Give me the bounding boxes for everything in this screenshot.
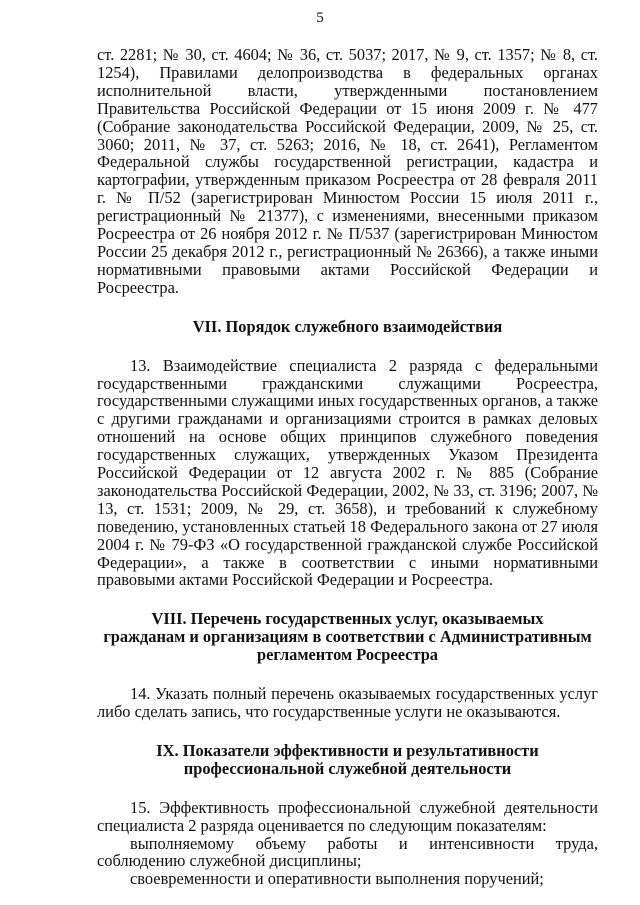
section-9-heading-line: профессиональной служебной деятельности [183,758,512,778]
intro-paragraph: ст. 2281; № 30, ст. 4604; № 36, ст. 5037; 2017, № 9, ст. 1357; № 8, ст. 1254), Правилами делопроизводства в федеральных органах исполнительной власти, утвержденными постановлением Правительства Российской Федерации от 15 июня 2009 г. № 477 (Собрание законодательства Российской Федерации, 2009, № 25, ст. 3060; 2011, № 37, ст. 5263; 2016, № 18, ст. 2641), Регламентом Федеральной службы государственной регистрации, кадастра и картографии, утвержденным приказом Росреестра от 28 февраля 2011 г. № П/52 (зарегистрирован Минюстом России 15 июля 2011 г., регистрационный № 21377), с изменениями, внесенными приказом Росреестра от 26 ноября 2012 г. № П/537 (зарегистрирован Минюстом России 25 декабря 2012 г., регистрационный № 26366), а также иными нормативными правовыми актами Российской Федерации и Росреестра. [97,45,598,297]
page-content [97,46,598,888]
section-8-heading-line: гражданам и организациям в соответствии с Административным [103,627,592,647]
section-9-heading [97,742,598,778]
page-number: 5 [316,10,324,26]
section-8-paragraph: 14. Указать полный перечень оказываемых государственных услуг либо сделать запись, что государственные услуги не оказываются. [97,684,598,721]
section-8-heading [97,610,598,664]
section-8-heading-line: регламентом Росреестра [256,645,439,665]
section-9-paragraph: 15. Эффективность профессиональной служебной деятельности специалиста 2 разряда оценивается по следующим показателям: [97,797,598,835]
section-7-paragraph: 13. Взаимодействие специалиста 2 разряда с федеральными государственными гражданскими служащими Росреестра, государственными служащими иных государственных органов, а также с другими гражданами и организациями строится в рамках деловых отношений на основе общих принципов служебного поведения государственных служащих, утвержденных Указом Президента Российской Федерации от 12 августа 2002 г. № 885 (Собрание законодательства Российской Федерации, 2002, № 33, ст. 3196; 2007, № 13, ст. 1531; 2009, № 29, ст. 3658), и требований к служебному поведению, установленных статьей 18 Федерального закона от 27 июля 2004 г. № 79-ФЗ «О государственной гражданской службе Российской Федерации», а также в соответствии с иными нормативными правовыми актами Российской Федерации и Росреестра. [97,355,598,590]
section-9-heading-line: IX. Показатели эффективности и результативности [156,740,539,760]
section-8-heading-line: VIII. Перечень государственных услуг, оказываемых [151,609,544,629]
section-7-heading: VII. Порядок служебного взаимодействия [192,316,503,336]
list-item: своевременности и оперативности выполнения поручений; [130,869,544,889]
list-item: выполняемому объему работы и интенсивности труда, соблюдению служебной дисциплины; [97,833,598,871]
